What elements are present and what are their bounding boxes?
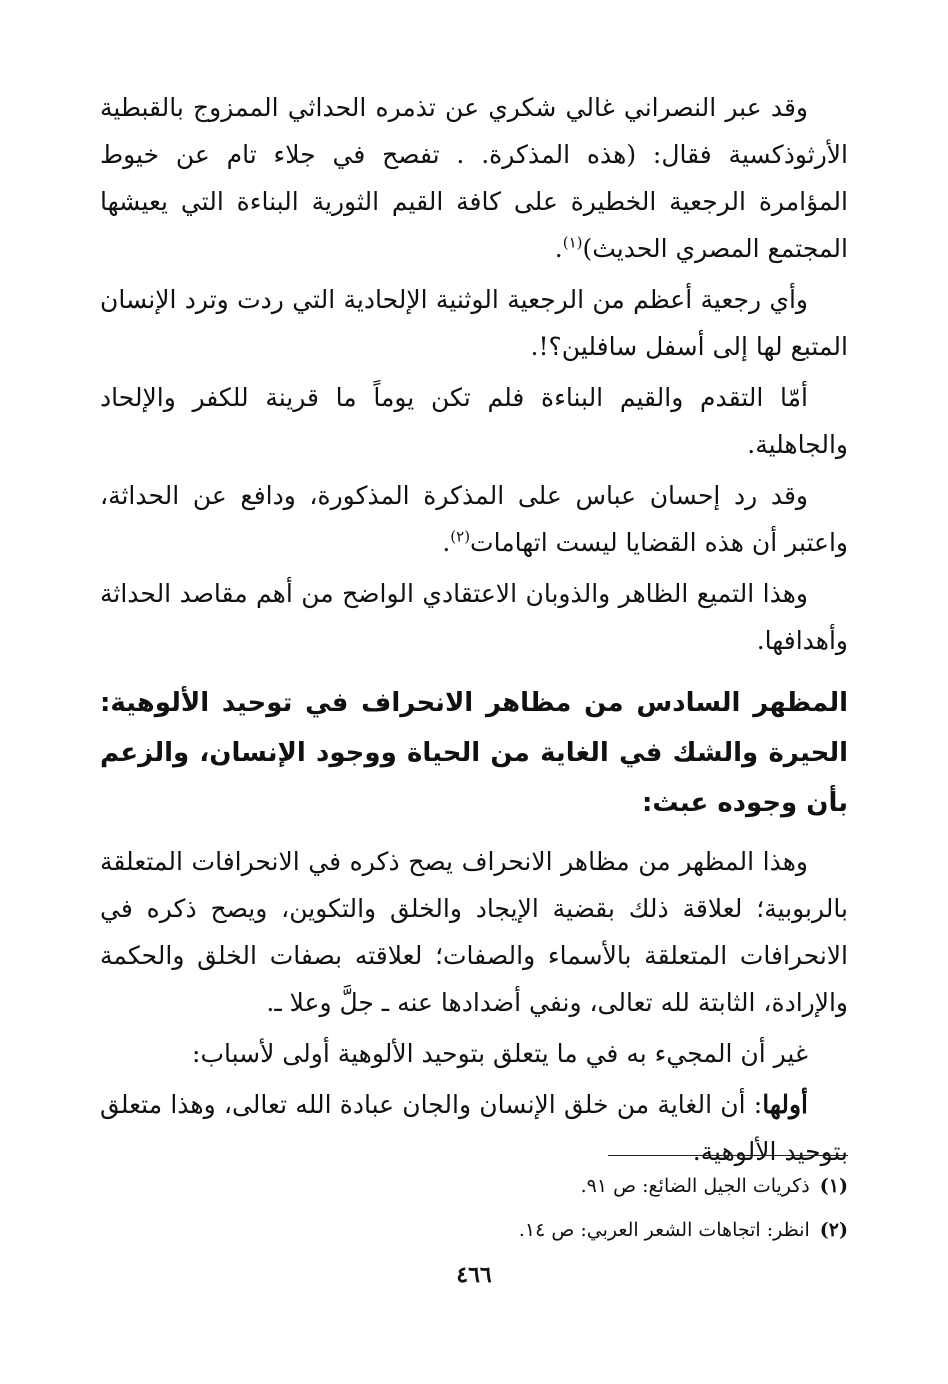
footnote-text: ذكريات الجيل الضائع: ص ٩١. bbox=[580, 1175, 810, 1197]
paragraph-end: . bbox=[442, 528, 451, 557]
footnote-text: انظر: اتجاهات الشعر العربي: ص ١٤. bbox=[518, 1219, 810, 1241]
footnote-1 bbox=[100, 1164, 848, 1208]
footnote-2 bbox=[100, 1208, 848, 1252]
paragraph-progress bbox=[100, 374, 848, 468]
section-heading: المظهر السادس من مظاهر الانحراف في توحيد الألوهية: الحيرة والشك في الغاية من الحياة ووجود الإنسان، والزعم بأن وجوده عبث: bbox=[100, 688, 848, 818]
paragraph-ihsan-abbas bbox=[100, 472, 848, 566]
first-reason-lead: أولها bbox=[762, 1090, 808, 1119]
page-body bbox=[100, 84, 848, 1179]
paragraph-manifestation bbox=[100, 838, 848, 1026]
paragraph-text: غير أن المجيء به في ما يتعلق بتوحيد الألوهية أولى لأسباب: bbox=[192, 1039, 808, 1068]
paragraph-reasons-intro bbox=[100, 1030, 848, 1077]
paragraph-text: : أن الغاية من خلق الإنسان والجان عبادة الله تعالى، وهذا متعلق بتوحيد الألوهية. bbox=[100, 1090, 848, 1166]
footnote-divider bbox=[608, 1155, 848, 1156]
footnote-ref-1[interactable]: (١) bbox=[562, 233, 583, 252]
paragraph-end: . bbox=[554, 234, 563, 263]
paragraph-ghali-shukri bbox=[100, 84, 848, 272]
footnotes bbox=[100, 1164, 848, 1252]
paragraph-first-reason bbox=[100, 1081, 848, 1175]
paragraph-dissolution bbox=[100, 570, 848, 664]
paragraph-text: وقد عبر النصراني غالي شكري عن تذمره الحداثي الممزوج بالقبطية الأرثوذكسية فقال: (هذه المذكرة. . تفصح في جلاء تام عن خيوط المؤامرة الرجعية الخطيرة على كافة القيم الثورية البناءة التي يعيشها المجتمع المصري الحديث) bbox=[100, 93, 848, 263]
footnote-ref-2[interactable]: (٢) bbox=[450, 527, 471, 546]
footnote-number: (٢) bbox=[819, 1219, 848, 1241]
page-number: ٤٦٦ bbox=[456, 1262, 492, 1288]
paragraph-text: وأي رجعية أعظم من الرجعية الوثنية الإلحادية التي ردت وترد الإنسان المتبع لها إلى أسفل سافلين؟!. bbox=[100, 285, 848, 361]
paragraph-text: أمّا التقدم والقيم البناءة فلم تكن يوماً ما قرينة للكفر والإلحاد والجاهلية. bbox=[100, 383, 848, 459]
paragraph-reactionism bbox=[100, 276, 848, 370]
footnote-number: (١) bbox=[819, 1175, 848, 1197]
paragraph-text: وقد رد إحسان عباس على المذكرة المذكورة، ودافع عن الحداثة، واعتبر أن هذه القضايا ليست اتهامات bbox=[100, 481, 848, 557]
paragraph-text: وهذا التميع الظاهر والذوبان الاعتقادي الواضح من أهم مقاصد الحداثة وأهدافها. bbox=[100, 579, 848, 655]
paragraph-text: وهذا المظهر من مظاهر الانحراف يصح ذكره في الانحرافات المتعلقة بالربوبية؛ لعلاقة ذلك بقضية الإيجاد والخلق والتكوين، ويصح ذكره في الانحرافات المتعلقة بالأسماء والصفات؛ لعلاقته بصفات الخلق والحكمة والإرادة، الثابتة لله تعالى، ونفي أضدادها عنه ـ جلَّ وعلا ـ. bbox=[100, 847, 848, 1017]
